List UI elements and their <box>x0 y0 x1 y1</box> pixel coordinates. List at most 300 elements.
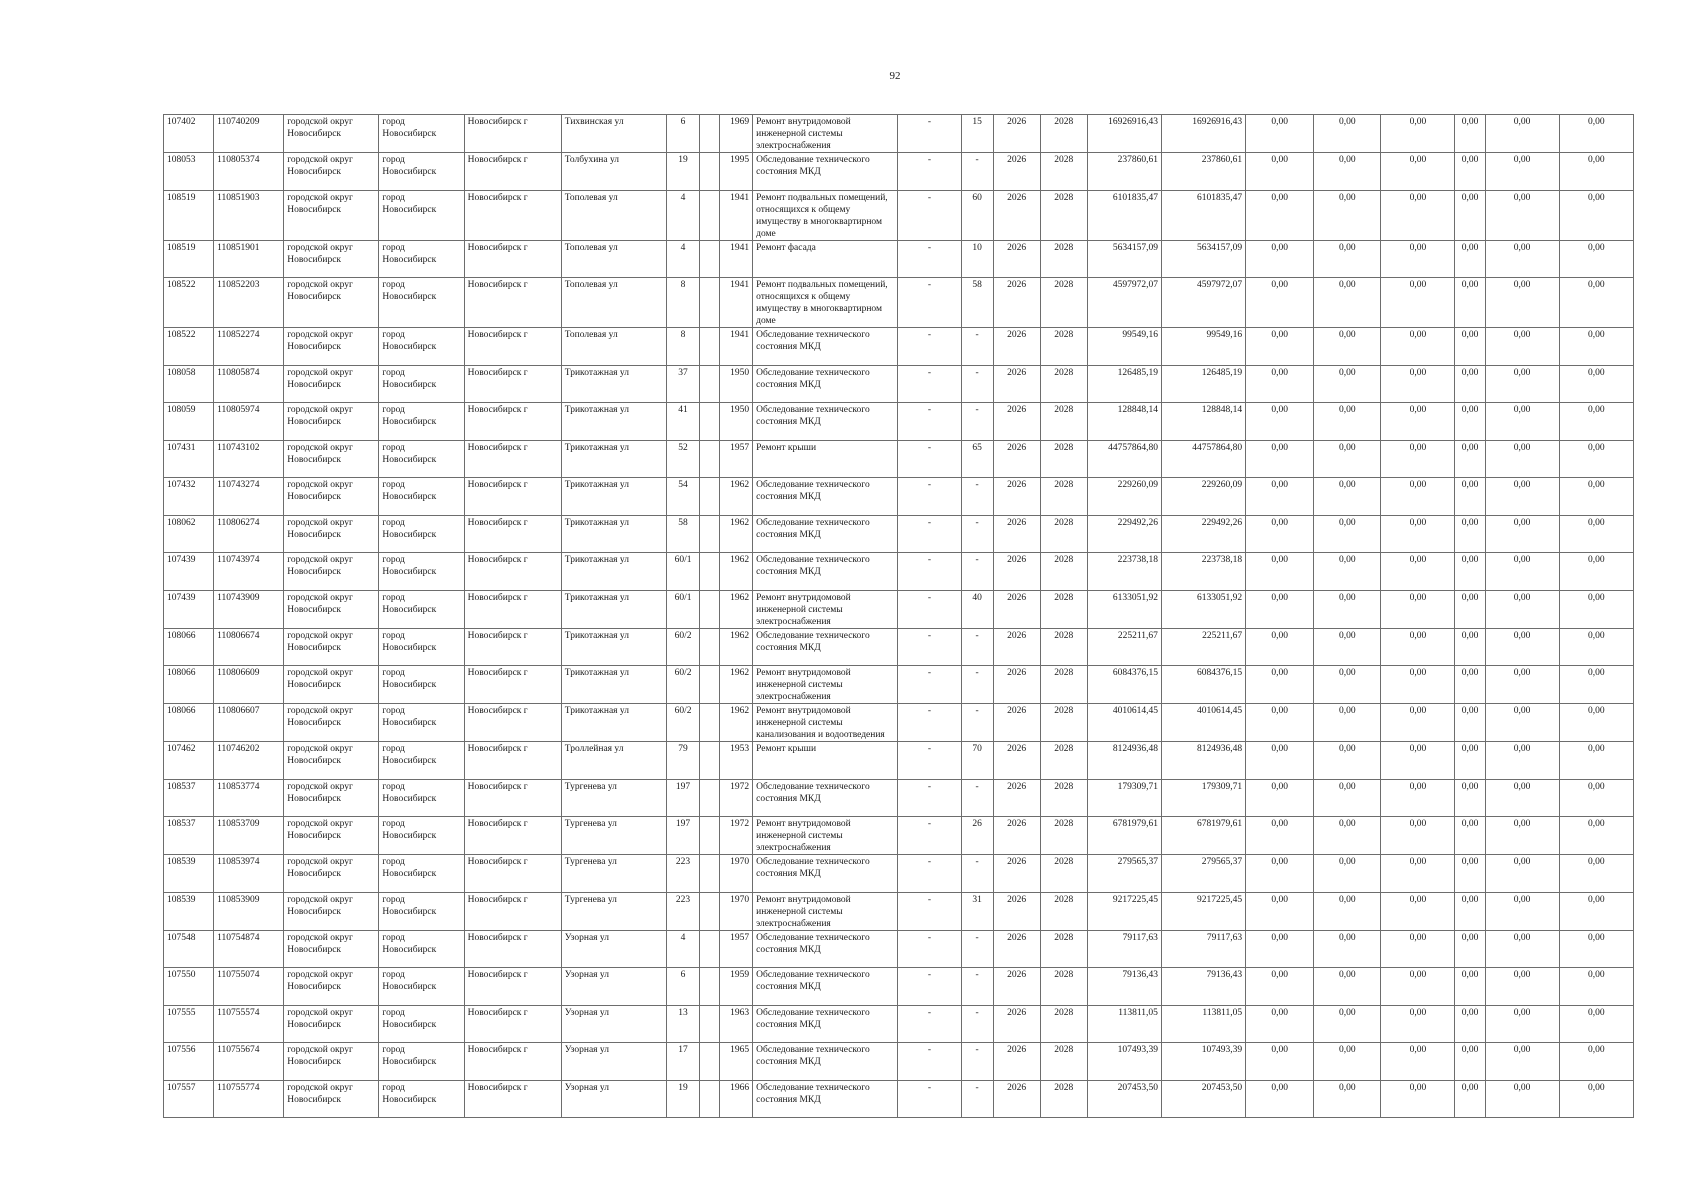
cell-federal-budget: 0,00 <box>1246 1043 1314 1081</box>
table-row <box>164 328 1634 366</box>
cell-corpus <box>700 628 720 666</box>
cell-work-id: 110805974 <box>214 403 284 441</box>
cell-house-number: 60/2 <box>666 628 699 666</box>
cell-extra-funds: 0,00 <box>1559 968 1633 1006</box>
cell-street: Узорная ул <box>561 1005 666 1043</box>
cell-extra-funds: 0,00 <box>1559 440 1633 478</box>
cell-object-id: 108066 <box>164 704 214 742</box>
cell-fund-cost: 6101835,47 <box>1161 190 1245 240</box>
cell-volume: - <box>961 328 993 366</box>
cell-federal-budget: 0,00 <box>1246 742 1314 780</box>
cell-start-year: 2026 <box>993 742 1040 780</box>
cell-other-funds: 0,00 <box>1485 478 1559 516</box>
cell-other-funds: 0,00 <box>1485 115 1559 153</box>
cell-fund-cost: 6133051,92 <box>1161 590 1245 628</box>
cell-locality: Новосибирск г <box>464 1080 561 1118</box>
cell-fund-cost: 79136,43 <box>1161 968 1245 1006</box>
cell-corpus <box>700 478 720 516</box>
cell-volume: 26 <box>961 817 993 855</box>
cell-fund-cost: 8124936,48 <box>1161 742 1245 780</box>
cell-object-id: 108539 <box>164 892 214 930</box>
cell-local-budget: 0,00 <box>1381 968 1455 1006</box>
cell-owners-funds: 0,00 <box>1455 930 1485 968</box>
cell-locality: Новосибирск г <box>464 930 561 968</box>
table-row <box>164 1043 1634 1081</box>
table-row <box>164 590 1634 628</box>
cell-municipal-district: городской округ Новосибирск <box>284 1005 379 1043</box>
cell-start-year: 2026 <box>993 628 1040 666</box>
cell-object-id: 108058 <box>164 365 214 403</box>
cell-settlement: город Новосибирск <box>379 115 464 153</box>
cell-local-budget: 0,00 <box>1381 240 1455 278</box>
table-row <box>164 240 1634 278</box>
cell-other-funds: 0,00 <box>1485 892 1559 930</box>
cell-work-type: Ремонт внутридомовой инженерной системы электроснабжения <box>753 666 898 704</box>
cell-start-year: 2026 <box>993 328 1040 366</box>
cell-start-year: 2026 <box>993 240 1040 278</box>
cell-federal-budget: 0,00 <box>1246 328 1314 366</box>
cell-end-year: 2028 <box>1040 892 1087 930</box>
cell-object-id: 108537 <box>164 817 214 855</box>
cell-extra-funds: 0,00 <box>1559 742 1633 780</box>
cell-corpus <box>700 892 720 930</box>
cell-end-year: 2028 <box>1040 440 1087 478</box>
cell-build-year: 1963 <box>720 1005 753 1043</box>
table-row <box>164 968 1634 1006</box>
cell-fund-cost: 225211,67 <box>1161 628 1245 666</box>
cell-end-year: 2028 <box>1040 365 1087 403</box>
cell-regional-budget: 0,00 <box>1314 403 1381 441</box>
table-row <box>164 278 1634 328</box>
cell-locality: Новосибирск г <box>464 968 561 1006</box>
cell-start-year: 2026 <box>993 590 1040 628</box>
cell-build-year: 1962 <box>720 478 753 516</box>
cell-municipal-district: городской округ Новосибирск <box>284 115 379 153</box>
cell-end-year: 2028 <box>1040 478 1087 516</box>
cell-regional-budget: 0,00 <box>1314 968 1381 1006</box>
cell-total-cost: 237860,61 <box>1087 153 1161 191</box>
cell-house-number: 13 <box>666 1005 699 1043</box>
cell-corpus <box>700 779 720 817</box>
cell-fund-cost: 128848,14 <box>1161 403 1245 441</box>
cell-work-type: Обследование технического состояния МКД <box>753 328 898 366</box>
cell-settlement: город Новосибирск <box>379 153 464 191</box>
cell-build-year: 1950 <box>720 403 753 441</box>
cell-extra-funds: 0,00 <box>1559 817 1633 855</box>
cell-municipal-district: городской округ Новосибирск <box>284 704 379 742</box>
cell-federal-budget: 0,00 <box>1246 855 1314 893</box>
cell-municipal-district: городской округ Новосибирск <box>284 855 379 893</box>
cell-fund-cost: 6781979,61 <box>1161 817 1245 855</box>
cell-total-cost: 113811,05 <box>1087 1005 1161 1043</box>
cell-municipal-district: городской округ Новосибирск <box>284 779 379 817</box>
cell-owners-funds: 0,00 <box>1455 328 1485 366</box>
cell-work-type: Обследование технического состояния МКД <box>753 553 898 591</box>
cell-owners-funds: 0,00 <box>1455 892 1485 930</box>
cell-volume: - <box>961 403 993 441</box>
cell-municipal-district: городской округ Новосибирск <box>284 515 379 553</box>
cell-fund-cost: 5634157,09 <box>1161 240 1245 278</box>
page-number: 92 <box>889 70 901 82</box>
cell-street: Тургенева ул <box>561 855 666 893</box>
cell-fund-cost: 279565,37 <box>1161 855 1245 893</box>
cell-end-year: 2028 <box>1040 278 1087 328</box>
cell-house-number: 8 <box>666 328 699 366</box>
cell-total-cost: 207453,50 <box>1087 1080 1161 1118</box>
cell-work-id: 110743909 <box>214 590 284 628</box>
cell-municipal-district: городской округ Новосибирск <box>284 628 379 666</box>
cell-regional-budget: 0,00 <box>1314 590 1381 628</box>
cell-other-funds: 0,00 <box>1485 742 1559 780</box>
cell-municipal-district: городской округ Новосибирск <box>284 365 379 403</box>
cell-municipal-district: городской округ Новосибирск <box>284 190 379 240</box>
table-row <box>164 153 1634 191</box>
cell-federal-budget: 0,00 <box>1246 628 1314 666</box>
cell-work-type: Обследование технического состояния МКД <box>753 515 898 553</box>
cell-build-year: 1941 <box>720 278 753 328</box>
cell-work-id: 110852274 <box>214 328 284 366</box>
cell-volume: 65 <box>961 440 993 478</box>
cell-object-id: 107555 <box>164 1005 214 1043</box>
cell-street: Тургенева ул <box>561 892 666 930</box>
cell-fund-cost: 9217225,45 <box>1161 892 1245 930</box>
cell-owners-funds: 0,00 <box>1455 968 1485 1006</box>
cell-work-type: Ремонт подвальных помещений, относящихся к общему имуществу в многоквартирном доме <box>753 278 898 328</box>
cell-fund-cost: 44757864,80 <box>1161 440 1245 478</box>
cell-municipal-district: городской округ Новосибирск <box>284 892 379 930</box>
cell-fund-cost: 4597972,07 <box>1161 278 1245 328</box>
cell-street: Трикотажная ул <box>561 440 666 478</box>
cell-federal-budget: 0,00 <box>1246 553 1314 591</box>
cell-volume: - <box>961 515 993 553</box>
cell-corpus <box>700 666 720 704</box>
cell-municipal-district: городской округ Новосибирск <box>284 278 379 328</box>
cell-house-number: 19 <box>666 153 699 191</box>
cell-municipal-district: городской округ Новосибирск <box>284 817 379 855</box>
cell-house-number: 60/2 <box>666 666 699 704</box>
cell-extra-funds: 0,00 <box>1559 1043 1633 1081</box>
table-row <box>164 930 1634 968</box>
cell-street: Тополевая ул <box>561 328 666 366</box>
cell-total-cost: 8124936,48 <box>1087 742 1161 780</box>
cell-other-funds: 0,00 <box>1485 278 1559 328</box>
cell-build-year: 1972 <box>720 817 753 855</box>
cell-house-number: 79 <box>666 742 699 780</box>
cell-regional-budget: 0,00 <box>1314 553 1381 591</box>
cell-house-number: 223 <box>666 892 699 930</box>
cell-local-budget: 0,00 <box>1381 115 1455 153</box>
cell-start-year: 2026 <box>993 278 1040 328</box>
cell-start-year: 2026 <box>993 190 1040 240</box>
cell-work-type: Ремонт внутридомовой инженерной системы электроснабжения <box>753 115 898 153</box>
cell-locality: Новосибирск г <box>464 590 561 628</box>
cell-volume: - <box>961 968 993 1006</box>
cell-unit: - <box>898 115 961 153</box>
cell-owners-funds: 0,00 <box>1455 1080 1485 1118</box>
cell-regional-budget: 0,00 <box>1314 1005 1381 1043</box>
cell-work-id: 110852203 <box>214 278 284 328</box>
cell-locality: Новосибирск г <box>464 115 561 153</box>
cell-total-cost: 179309,71 <box>1087 779 1161 817</box>
cell-start-year: 2026 <box>993 968 1040 1006</box>
cell-volume: 15 <box>961 115 993 153</box>
cell-owners-funds: 0,00 <box>1455 115 1485 153</box>
cell-total-cost: 6084376,15 <box>1087 666 1161 704</box>
cell-locality: Новосибирск г <box>464 515 561 553</box>
cell-work-type: Ремонт фасада <box>753 240 898 278</box>
cell-street: Узорная ул <box>561 930 666 968</box>
cell-local-budget: 0,00 <box>1381 478 1455 516</box>
cell-end-year: 2028 <box>1040 1080 1087 1118</box>
cell-local-budget: 0,00 <box>1381 153 1455 191</box>
cell-extra-funds: 0,00 <box>1559 590 1633 628</box>
cell-end-year: 2028 <box>1040 704 1087 742</box>
cell-local-budget: 0,00 <box>1381 855 1455 893</box>
cell-house-number: 54 <box>666 478 699 516</box>
cell-work-id: 110806674 <box>214 628 284 666</box>
cell-regional-budget: 0,00 <box>1314 153 1381 191</box>
cell-settlement: город Новосибирск <box>379 742 464 780</box>
cell-house-number: 58 <box>666 515 699 553</box>
cell-object-id: 107431 <box>164 440 214 478</box>
cell-end-year: 2028 <box>1040 817 1087 855</box>
cell-unit: - <box>898 590 961 628</box>
cell-municipal-district: городской округ Новосибирск <box>284 440 379 478</box>
cell-local-budget: 0,00 <box>1381 278 1455 328</box>
cell-settlement: город Новосибирск <box>379 553 464 591</box>
cell-corpus <box>700 930 720 968</box>
cell-build-year: 1970 <box>720 855 753 893</box>
cell-settlement: город Новосибирск <box>379 704 464 742</box>
cell-street: Трикотажная ул <box>561 590 666 628</box>
cell-work-type: Ремонт подвальных помещений, относящихся к общему имуществу в многоквартирном доме <box>753 190 898 240</box>
cell-extra-funds: 0,00 <box>1559 115 1633 153</box>
cell-regional-budget: 0,00 <box>1314 855 1381 893</box>
cell-start-year: 2026 <box>993 1005 1040 1043</box>
cell-work-id: 110853709 <box>214 817 284 855</box>
cell-settlement: город Новосибирск <box>379 892 464 930</box>
cell-unit: - <box>898 704 961 742</box>
cell-extra-funds: 0,00 <box>1559 153 1633 191</box>
cell-work-id: 110805874 <box>214 365 284 403</box>
cell-regional-budget: 0,00 <box>1314 779 1381 817</box>
cell-work-type: Обследование технического состояния МКД <box>753 628 898 666</box>
cell-object-id: 108522 <box>164 278 214 328</box>
cell-municipal-district: городской округ Новосибирск <box>284 742 379 780</box>
cell-extra-funds: 0,00 <box>1559 930 1633 968</box>
cell-street: Узорная ул <box>561 968 666 1006</box>
cell-house-number: 223 <box>666 855 699 893</box>
cell-locality: Новосибирск г <box>464 1005 561 1043</box>
cell-settlement: город Новосибирск <box>379 365 464 403</box>
cell-volume: - <box>961 153 993 191</box>
cell-end-year: 2028 <box>1040 1005 1087 1043</box>
cell-regional-budget: 0,00 <box>1314 278 1381 328</box>
cell-work-type: Ремонт крыши <box>753 440 898 478</box>
cell-start-year: 2026 <box>993 1080 1040 1118</box>
cell-end-year: 2028 <box>1040 590 1087 628</box>
cell-corpus <box>700 365 720 403</box>
cell-end-year: 2028 <box>1040 968 1087 1006</box>
cell-local-budget: 0,00 <box>1381 590 1455 628</box>
cell-work-type: Ремонт внутридомовой инженерной системы электроснабжения <box>753 892 898 930</box>
cell-locality: Новосибирск г <box>464 278 561 328</box>
cell-settlement: город Новосибирск <box>379 478 464 516</box>
cell-fund-cost: 207453,50 <box>1161 1080 1245 1118</box>
cell-extra-funds: 0,00 <box>1559 278 1633 328</box>
cell-object-id: 107402 <box>164 115 214 153</box>
cell-owners-funds: 0,00 <box>1455 440 1485 478</box>
cell-build-year: 1969 <box>720 115 753 153</box>
cell-locality: Новосибирск г <box>464 704 561 742</box>
cell-build-year: 1941 <box>720 240 753 278</box>
cell-end-year: 2028 <box>1040 115 1087 153</box>
cell-owners-funds: 0,00 <box>1455 553 1485 591</box>
cell-street: Толбухина ул <box>561 153 666 191</box>
cell-street: Троллейная ул <box>561 742 666 780</box>
cell-street: Трикотажная ул <box>561 628 666 666</box>
cell-local-budget: 0,00 <box>1381 1005 1455 1043</box>
cell-total-cost: 9217225,45 <box>1087 892 1161 930</box>
cell-local-budget: 0,00 <box>1381 515 1455 553</box>
cell-end-year: 2028 <box>1040 855 1087 893</box>
cell-build-year: 1995 <box>720 153 753 191</box>
cell-work-id: 110755074 <box>214 968 284 1006</box>
cell-object-id: 107557 <box>164 1080 214 1118</box>
cell-street: Трикотажная ул <box>561 553 666 591</box>
cell-corpus <box>700 240 720 278</box>
cell-unit: - <box>898 190 961 240</box>
cell-volume: - <box>961 553 993 591</box>
cell-extra-funds: 0,00 <box>1559 190 1633 240</box>
cell-federal-budget: 0,00 <box>1246 704 1314 742</box>
cell-corpus <box>700 190 720 240</box>
cell-work-id: 110743274 <box>214 478 284 516</box>
cell-start-year: 2026 <box>993 930 1040 968</box>
cell-house-number: 19 <box>666 1080 699 1118</box>
cell-total-cost: 229492,26 <box>1087 515 1161 553</box>
cell-corpus <box>700 403 720 441</box>
table-row <box>164 1005 1634 1043</box>
table-row <box>164 440 1634 478</box>
cell-owners-funds: 0,00 <box>1455 855 1485 893</box>
cell-corpus <box>700 115 720 153</box>
cell-street: Тургенева ул <box>561 779 666 817</box>
cell-local-budget: 0,00 <box>1381 403 1455 441</box>
cell-local-budget: 0,00 <box>1381 892 1455 930</box>
cell-volume: - <box>961 628 993 666</box>
cell-locality: Новосибирск г <box>464 190 561 240</box>
cell-federal-budget: 0,00 <box>1246 478 1314 516</box>
cell-work-id: 110755574 <box>214 1005 284 1043</box>
cell-object-id: 108537 <box>164 779 214 817</box>
cell-build-year: 1962 <box>720 666 753 704</box>
cell-other-funds: 0,00 <box>1485 666 1559 704</box>
cell-municipal-district: городской округ Новосибирск <box>284 1043 379 1081</box>
cell-work-type: Обследование технического состояния МКД <box>753 403 898 441</box>
cell-extra-funds: 0,00 <box>1559 892 1633 930</box>
cell-work-type: Обследование технического состояния МКД <box>753 153 898 191</box>
cell-total-cost: 6101835,47 <box>1087 190 1161 240</box>
cell-corpus <box>700 328 720 366</box>
cell-fund-cost: 223738,18 <box>1161 553 1245 591</box>
cell-federal-budget: 0,00 <box>1246 403 1314 441</box>
cell-regional-budget: 0,00 <box>1314 115 1381 153</box>
cell-volume: - <box>961 930 993 968</box>
cell-municipal-district: городской округ Новосибирск <box>284 153 379 191</box>
cell-owners-funds: 0,00 <box>1455 403 1485 441</box>
cell-settlement: город Новосибирск <box>379 628 464 666</box>
cell-work-id: 110746202 <box>214 742 284 780</box>
cell-fund-cost: 4010614,45 <box>1161 704 1245 742</box>
cell-fund-cost: 107493,39 <box>1161 1043 1245 1081</box>
cell-end-year: 2028 <box>1040 1043 1087 1081</box>
cell-settlement: город Новосибирск <box>379 1005 464 1043</box>
cell-municipal-district: городской округ Новосибирск <box>284 478 379 516</box>
cell-end-year: 2028 <box>1040 403 1087 441</box>
cell-house-number: 4 <box>666 240 699 278</box>
cell-municipal-district: городской округ Новосибирск <box>284 1080 379 1118</box>
cell-volume: - <box>961 365 993 403</box>
cell-street: Трикотажная ул <box>561 515 666 553</box>
cell-locality: Новосибирск г <box>464 365 561 403</box>
cell-settlement: город Новосибирск <box>379 779 464 817</box>
cell-other-funds: 0,00 <box>1485 930 1559 968</box>
cell-build-year: 1962 <box>720 515 753 553</box>
cell-object-id: 108519 <box>164 190 214 240</box>
cell-unit: - <box>898 855 961 893</box>
cell-other-funds: 0,00 <box>1485 153 1559 191</box>
cell-local-budget: 0,00 <box>1381 1080 1455 1118</box>
cell-federal-budget: 0,00 <box>1246 115 1314 153</box>
cell-regional-budget: 0,00 <box>1314 478 1381 516</box>
cell-volume: - <box>961 478 993 516</box>
cell-start-year: 2026 <box>993 478 1040 516</box>
cell-corpus <box>700 553 720 591</box>
cell-regional-budget: 0,00 <box>1314 628 1381 666</box>
cell-corpus <box>700 590 720 628</box>
cell-volume: - <box>961 1043 993 1081</box>
table-row <box>164 779 1634 817</box>
cell-house-number: 52 <box>666 440 699 478</box>
cell-federal-budget: 0,00 <box>1246 1080 1314 1118</box>
cell-total-cost: 279565,37 <box>1087 855 1161 893</box>
cell-work-id: 110743974 <box>214 553 284 591</box>
cell-work-id: 110805374 <box>214 153 284 191</box>
cell-house-number: 60/1 <box>666 553 699 591</box>
cell-work-id: 110851903 <box>214 190 284 240</box>
cell-house-number: 37 <box>666 365 699 403</box>
cell-federal-budget: 0,00 <box>1246 666 1314 704</box>
cell-locality: Новосибирск г <box>464 240 561 278</box>
cell-object-id: 107548 <box>164 930 214 968</box>
cell-settlement: город Новосибирск <box>379 855 464 893</box>
cell-local-budget: 0,00 <box>1381 628 1455 666</box>
cell-federal-budget: 0,00 <box>1246 892 1314 930</box>
cell-other-funds: 0,00 <box>1485 515 1559 553</box>
cell-total-cost: 6133051,92 <box>1087 590 1161 628</box>
cell-corpus <box>700 515 720 553</box>
cell-total-cost: 44757864,80 <box>1087 440 1161 478</box>
cell-corpus <box>700 742 720 780</box>
cell-unit: - <box>898 553 961 591</box>
cell-street: Трикотажная ул <box>561 478 666 516</box>
cell-unit: - <box>898 968 961 1006</box>
cell-local-budget: 0,00 <box>1381 190 1455 240</box>
cell-federal-budget: 0,00 <box>1246 930 1314 968</box>
cell-volume: 40 <box>961 590 993 628</box>
table-row <box>164 365 1634 403</box>
